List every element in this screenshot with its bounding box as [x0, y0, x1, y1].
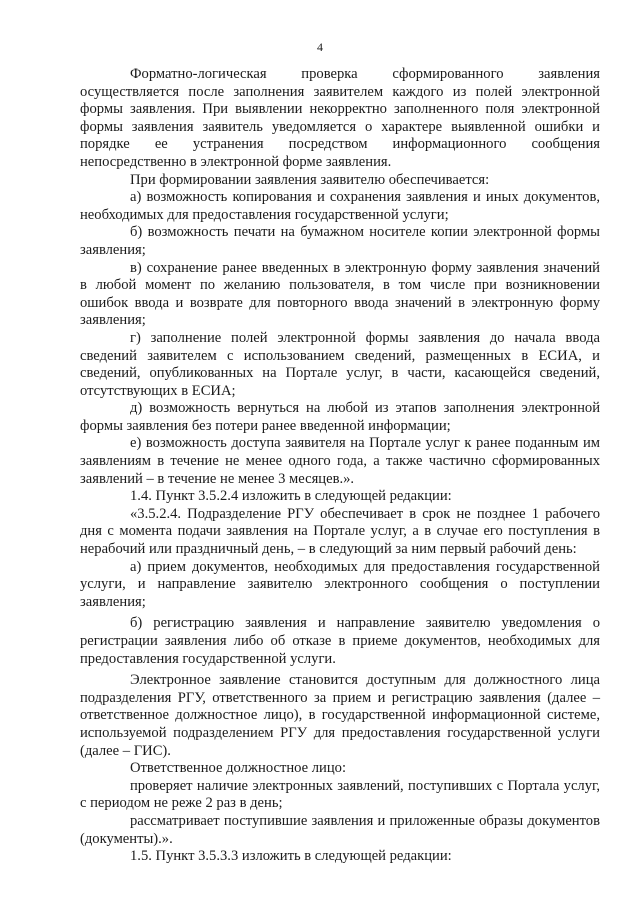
page-number: 4	[317, 40, 323, 54]
paragraph-checks-applications: проверяет наличие электронных заявлений, поступивших с Портала услуг, с периодом не реже 2 раз в день;	[80, 777, 600, 812]
paragraph-clause-1-5: 1.5. Пункт 3.5.3.3 изложить в следующей редакции:	[130, 848, 452, 865]
paragraph-provided-intro: При формировании заявления заявителю обеспечивается:	[130, 171, 490, 188]
paragraph-format-check: Форматно-логическая проверка сформированного заявления осуществляется после заполнения заявителем каждого из полей электронной формы заявления. При выявлении некорректно заполненного поля электронной формы заявления заявитель уведомляется о характере выявленной ошибки и порядке ее устранения посредством информационного сообщения непосредственно в электронной форме заявления.	[80, 66, 600, 170]
list-item-b-print: б) возможность печати на бумажном носителе копии электронной формы заявления;	[80, 224, 600, 258]
paragraph-responsible-official: Ответственное должностное лицо:	[130, 760, 346, 777]
list-item-g-prefill: г) заполнение полей электронной формы заявления до начала ввода сведений заявителем с использованием сведений, размещенных в ЕСИА, и сведений, опубликованных на Портале услуг, в части, касающейся сведений, отсутствующих в ЕСИА;	[80, 329, 600, 399]
list-item-e-access: е) возможность доступа заявителя на Портале услуг к ранее поданным им заявлениям в течение не менее одного года, а также частично сформированных заявлений – в течение не менее 3 месяцев.».	[80, 435, 600, 487]
paragraph-electronic-application: Электронное заявление становится доступным для должностного лица подразделения РГУ, ответственного за прием и регистрацию заявления (далее – ответственное должностное лицо), в государственной информационной системе, используемой подразделением РГУ для предоставления государственной услуги (далее – ГИС).	[80, 672, 600, 759]
list-item-v-save-values: в) сохранение ранее введенных в электронную форму заявления значений в любой момент по желанию пользователя, в том числе при возникновении ошибок ввода и возврате для повторного ввода значений в электронную форму заявления;	[80, 259, 600, 329]
list-item-a-copy-save: а) возможность копирования и сохранения заявления и иных документов, необходимых для предоставления государственной услуги;	[80, 189, 600, 223]
list-item-b-registration: б) регистрацию заявления и направление заявителю уведомления о регистрации заявления либо об отказе в приеме документов, необходимых для предоставления государственной услуги.	[80, 615, 600, 667]
paragraph-reviews-applications: рассматривает поступившие заявления и приложенные образы документов (документы).».	[80, 812, 600, 847]
document-body	[80, 66, 600, 866]
list-item-a-reception: а) прием документов, необходимых для предоставления государственной услуги, и направление заявителю электронного сообщения о поступлении заявления;	[80, 558, 600, 610]
paragraph-3-5-2-4: «3.5.2.4. Подразделение РГУ обеспечивает в срок не позднее 1 рабочего дня с момента подачи заявления на Портале услуг, а в случае его поступления в нерабочий или праздничный день, – в следующий за ним первый рабочий день:	[80, 505, 600, 558]
paragraph-clause-1-4: 1.4. Пункт 3.5.2.4 изложить в следующей редакции:	[130, 488, 452, 505]
list-item-d-return: д) возможность вернуться на любой из этапов заполнения электронной формы заявления без потери ранее введенной информации;	[80, 400, 600, 434]
